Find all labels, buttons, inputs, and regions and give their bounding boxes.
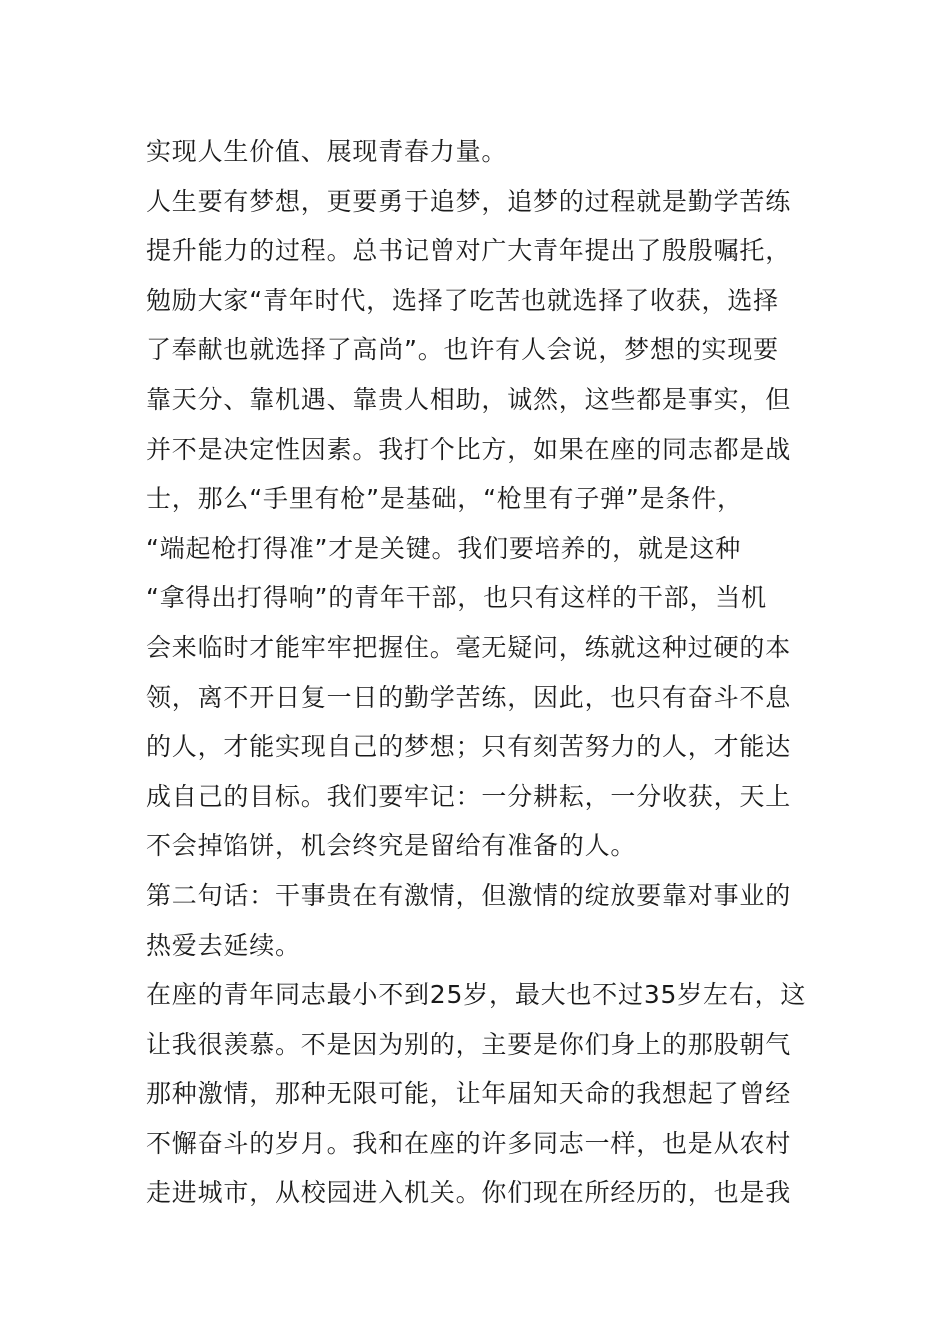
text-line: 实现人生价值、展现青春力量。 bbox=[146, 137, 508, 166]
text-line: 了奉献也就选择了高尚”。也许有人会说，梦想的实现要 bbox=[146, 335, 779, 365]
text-line: 人生要有梦想，更要勇于追梦，追梦的过程就是勤学苦练 bbox=[146, 186, 792, 216]
text-line: 那种激情，那种无限可能，让年届知天命的我想起了曾经 bbox=[146, 1079, 792, 1109]
text-line: “拿得出打得响”的青年干部，也只有这样的干部，当机 bbox=[146, 583, 767, 613]
text-line: 不会掉馅饼，机会终究是留给有准备的人。 bbox=[146, 831, 637, 861]
text-line: 并不是决定性因素。我打个比方，如果在座的同志都是战 bbox=[146, 434, 792, 464]
text-line: 的人，才能实现自己的梦想；只有刻苦努力的人，才能达 bbox=[146, 732, 792, 762]
text-line: 不懈奋斗的岁月。我和在座的许多同志一样，也是从农村 bbox=[146, 1128, 792, 1158]
text-line: “端起枪打得准”才是关键。我们要培养的，就是这种 bbox=[146, 533, 742, 563]
text-line: 领，离不开日复一日的勤学苦练，因此，也只有奋斗不息 bbox=[146, 682, 792, 712]
section-heading-line: 第二句话：干事贵在有激情，但激情的绽放要靠对事业的 bbox=[146, 880, 792, 910]
text-line: 在座的青年同志最小不到25岁，最大也不过35岁左右，这 bbox=[146, 980, 807, 1010]
text-line: 成自己的目标。我们要牢记：一分耕耘，一分收获，天上 bbox=[146, 781, 792, 811]
text-line: 会来临时才能牢牢把握住。毫无疑问，练就这种过硬的本 bbox=[146, 632, 792, 662]
text-line: 士，那么“手里有枪”是基础，“枪里有子弹”是条件， bbox=[146, 484, 743, 514]
body-text bbox=[146, 127, 816, 1218]
text-line: 提升能力的过程。总书记曾对广大青年提出了殷殷嘱托， bbox=[146, 236, 792, 266]
text-line: 走进城市，从校园进入机关。你们现在所经历的，也是我 bbox=[146, 1178, 792, 1208]
text-line: 勉励大家“青年时代，选择了吃苦也就选择了收获，选择 bbox=[146, 285, 779, 315]
section-heading-line: 热爱去延续。 bbox=[146, 930, 301, 960]
text-line: 靠天分、靠机遇、靠贵人相助，诚然，这些都是事实，但 bbox=[146, 384, 792, 414]
text-line: 让我很羡慕。不是因为别的，主要是你们身上的那股朝气 bbox=[146, 1029, 792, 1059]
